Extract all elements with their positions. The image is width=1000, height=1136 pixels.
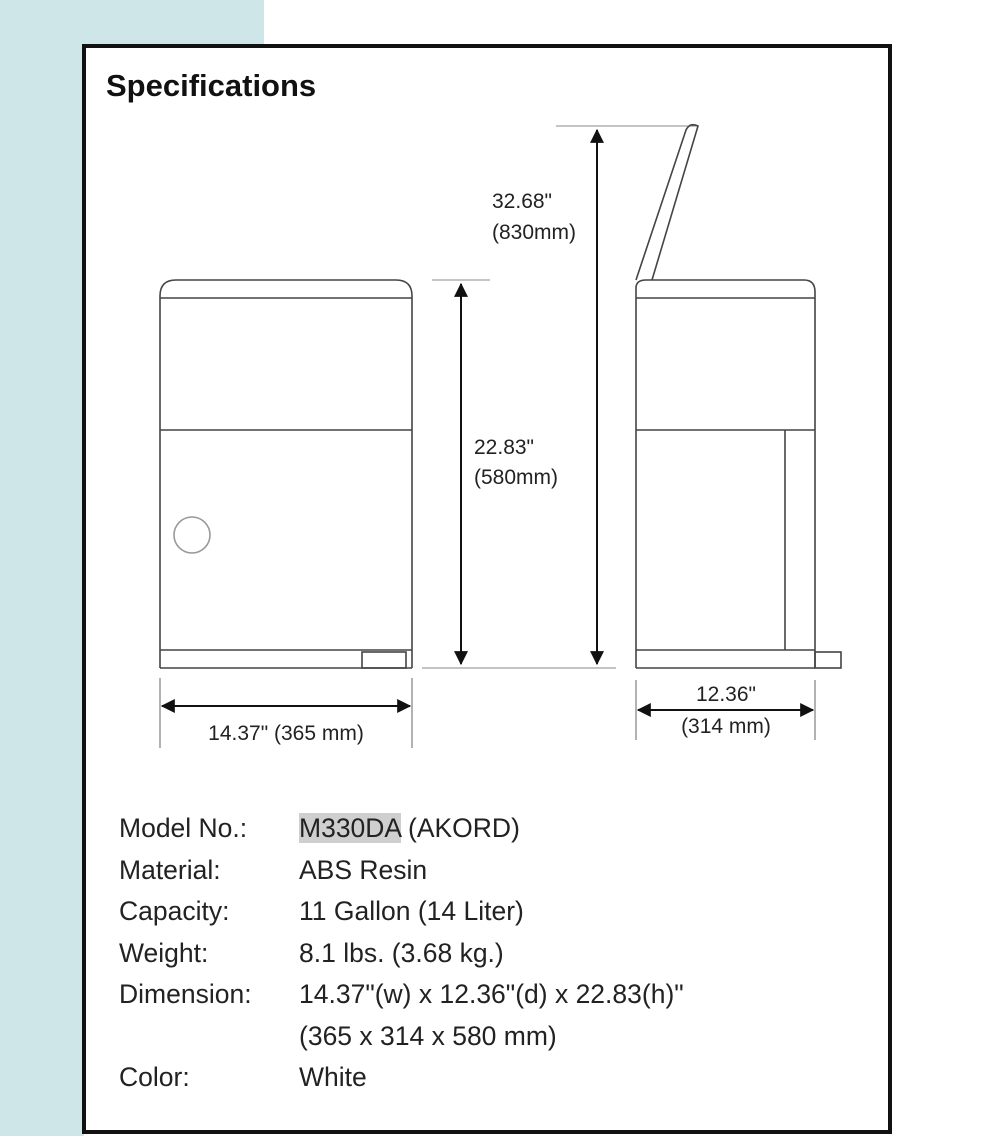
spec-row-dimension-metric xyxy=(119,1016,684,1058)
spec-row-dimension xyxy=(119,974,684,1016)
spec-value: ABS Resin xyxy=(299,854,428,885)
spec-label: Material: xyxy=(119,854,221,885)
spec-table xyxy=(119,808,684,1099)
spec-row-color xyxy=(119,1057,684,1099)
dimension-drawing xyxy=(86,48,888,768)
spec-value: White xyxy=(299,1062,367,1093)
front-width-label: 14.37" (365 mm) xyxy=(208,722,364,745)
open-height-dimension xyxy=(556,126,698,664)
spec-value: 14.37"(w) x 12.36"(d) x 22.83(h)" xyxy=(299,979,684,1010)
background-panel-left xyxy=(0,0,84,1136)
spec-value: 11 Gallon (14 Liter) xyxy=(299,896,524,927)
spec-label: Model No.: xyxy=(119,813,248,844)
side-bin-outline xyxy=(636,280,815,668)
side-depth-label-line2: (314 mm) xyxy=(681,715,771,738)
front-view xyxy=(160,280,412,668)
open-lid xyxy=(636,125,698,280)
spec-row-capacity xyxy=(119,891,684,933)
spec-row-model xyxy=(119,808,684,850)
body-height-label-line1: 22.83" xyxy=(474,436,535,459)
side-depth-label-line1: 12.36" xyxy=(695,683,757,706)
front-pedal xyxy=(362,652,406,668)
spec-label: Dimension: xyxy=(119,979,252,1010)
spec-row-material xyxy=(119,850,684,892)
model-number-highlight: M330DA xyxy=(299,813,401,844)
side-view xyxy=(636,125,841,668)
card-title: Specifications xyxy=(106,68,317,103)
spec-label: Color: xyxy=(119,1062,190,1093)
side-pedal xyxy=(815,652,841,668)
front-bin-outline xyxy=(160,280,412,668)
spec-label: Weight: xyxy=(119,937,209,968)
model-name: (AKORD) xyxy=(400,813,520,844)
spec-value xyxy=(299,808,684,850)
spec-row-weight xyxy=(119,933,684,975)
spec-value: 8.1 lbs. (3.68 kg.) xyxy=(299,937,504,968)
open-height-label-line2: (830mm) xyxy=(492,221,577,244)
spec-value: (365 x 314 x 580 mm) xyxy=(299,1020,557,1051)
front-emblem-circle xyxy=(174,517,210,553)
body-height-label-line2: (580mm) xyxy=(474,466,559,489)
background-panel-top xyxy=(84,0,264,46)
spec-label: Capacity: xyxy=(119,896,230,927)
specifications-card xyxy=(82,44,892,1134)
open-height-label-line1: 32.68" xyxy=(492,190,553,213)
